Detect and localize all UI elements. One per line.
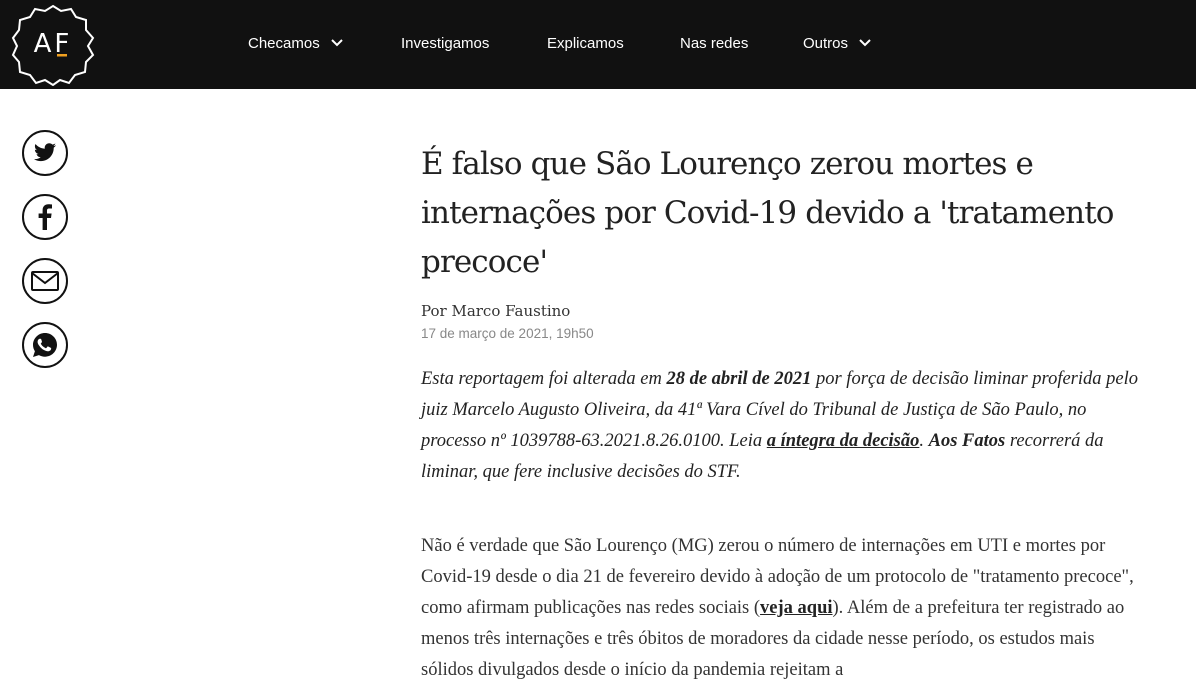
whatsapp-icon — [32, 332, 58, 358]
nav-label: Investigamos — [401, 34, 490, 52]
chevron-down-icon — [330, 38, 344, 48]
share-whatsapp-button[interactable] — [22, 322, 68, 368]
note-text: por força de decisão liminar proferida pelo juiz Marcelo Augusto Oliveira, da 41ª Vara Cível do Tribunal de Justiça de São Paulo, no processo nº 1039788-63.2021.8.26.0100. Leia — [421, 369, 1138, 451]
note-text: Esta reportagem foi alterada em — [421, 369, 667, 389]
share-email-button[interactable] — [22, 258, 68, 304]
nav-outros[interactable] — [803, 32, 872, 54]
twitter-icon — [33, 142, 57, 164]
note-brand: Aos Fatos — [928, 431, 1006, 451]
email-icon — [31, 271, 59, 291]
nav-label: Explicamos — [547, 34, 624, 52]
note-text: . — [919, 431, 929, 451]
nav-nas-redes[interactable] — [680, 32, 748, 54]
facebook-icon — [38, 204, 52, 230]
nav-label: Outros — [803, 34, 849, 52]
nav-label: Nas redes — [680, 34, 749, 52]
top-navbar — [0, 0, 1196, 89]
nav-checamos[interactable] — [248, 32, 344, 54]
article-body-paragraph — [421, 531, 1143, 683]
article-date: 17 de março de 2021, 19h50 — [421, 326, 594, 341]
veja-aqui-link[interactable]: veja aqui — [760, 598, 833, 618]
nav-label: Checamos — [248, 34, 320, 52]
correction-note — [421, 364, 1143, 488]
nav-investigamos[interactable] — [401, 32, 489, 54]
share-twitter-button[interactable] — [22, 130, 68, 176]
note-text: recorrerá da liminar, que fere inclusive decisões do STF. — [421, 431, 1104, 482]
body-text: ). Além de a prefeitura ter registrado ao menos três internações e três óbitos de moradores da cidade nesse período, os estudos mais sólidos divulgados desde o início da pandemia rejeitam a — [421, 598, 1125, 680]
decision-link[interactable]: a íntegra da decisão — [766, 431, 920, 451]
article-title: É falso que São Lourenço zerou mortes e internações por Covid-19 devido a 'tratamento precoce' — [421, 146, 1114, 280]
body-text: Não é verdade que São Lourenço (MG) zerou o número de internações em UTI e mortes por Covid-19 desde o dia 21 de fevereiro devido à adoção de um protocolo de "tratamento precoce", como afirmam publicações nas redes sociais ( — [421, 536, 1134, 618]
nav-explicamos[interactable] — [547, 32, 624, 54]
share-facebook-button[interactable] — [22, 194, 68, 240]
article-byline: Por Marco Faustino — [421, 302, 571, 320]
logo-text: AF — [33, 29, 73, 59]
chevron-down-icon — [858, 38, 872, 48]
site-logo[interactable] — [9, 2, 97, 86]
note-date: 28 de abril de 2021 — [666, 369, 812, 389]
